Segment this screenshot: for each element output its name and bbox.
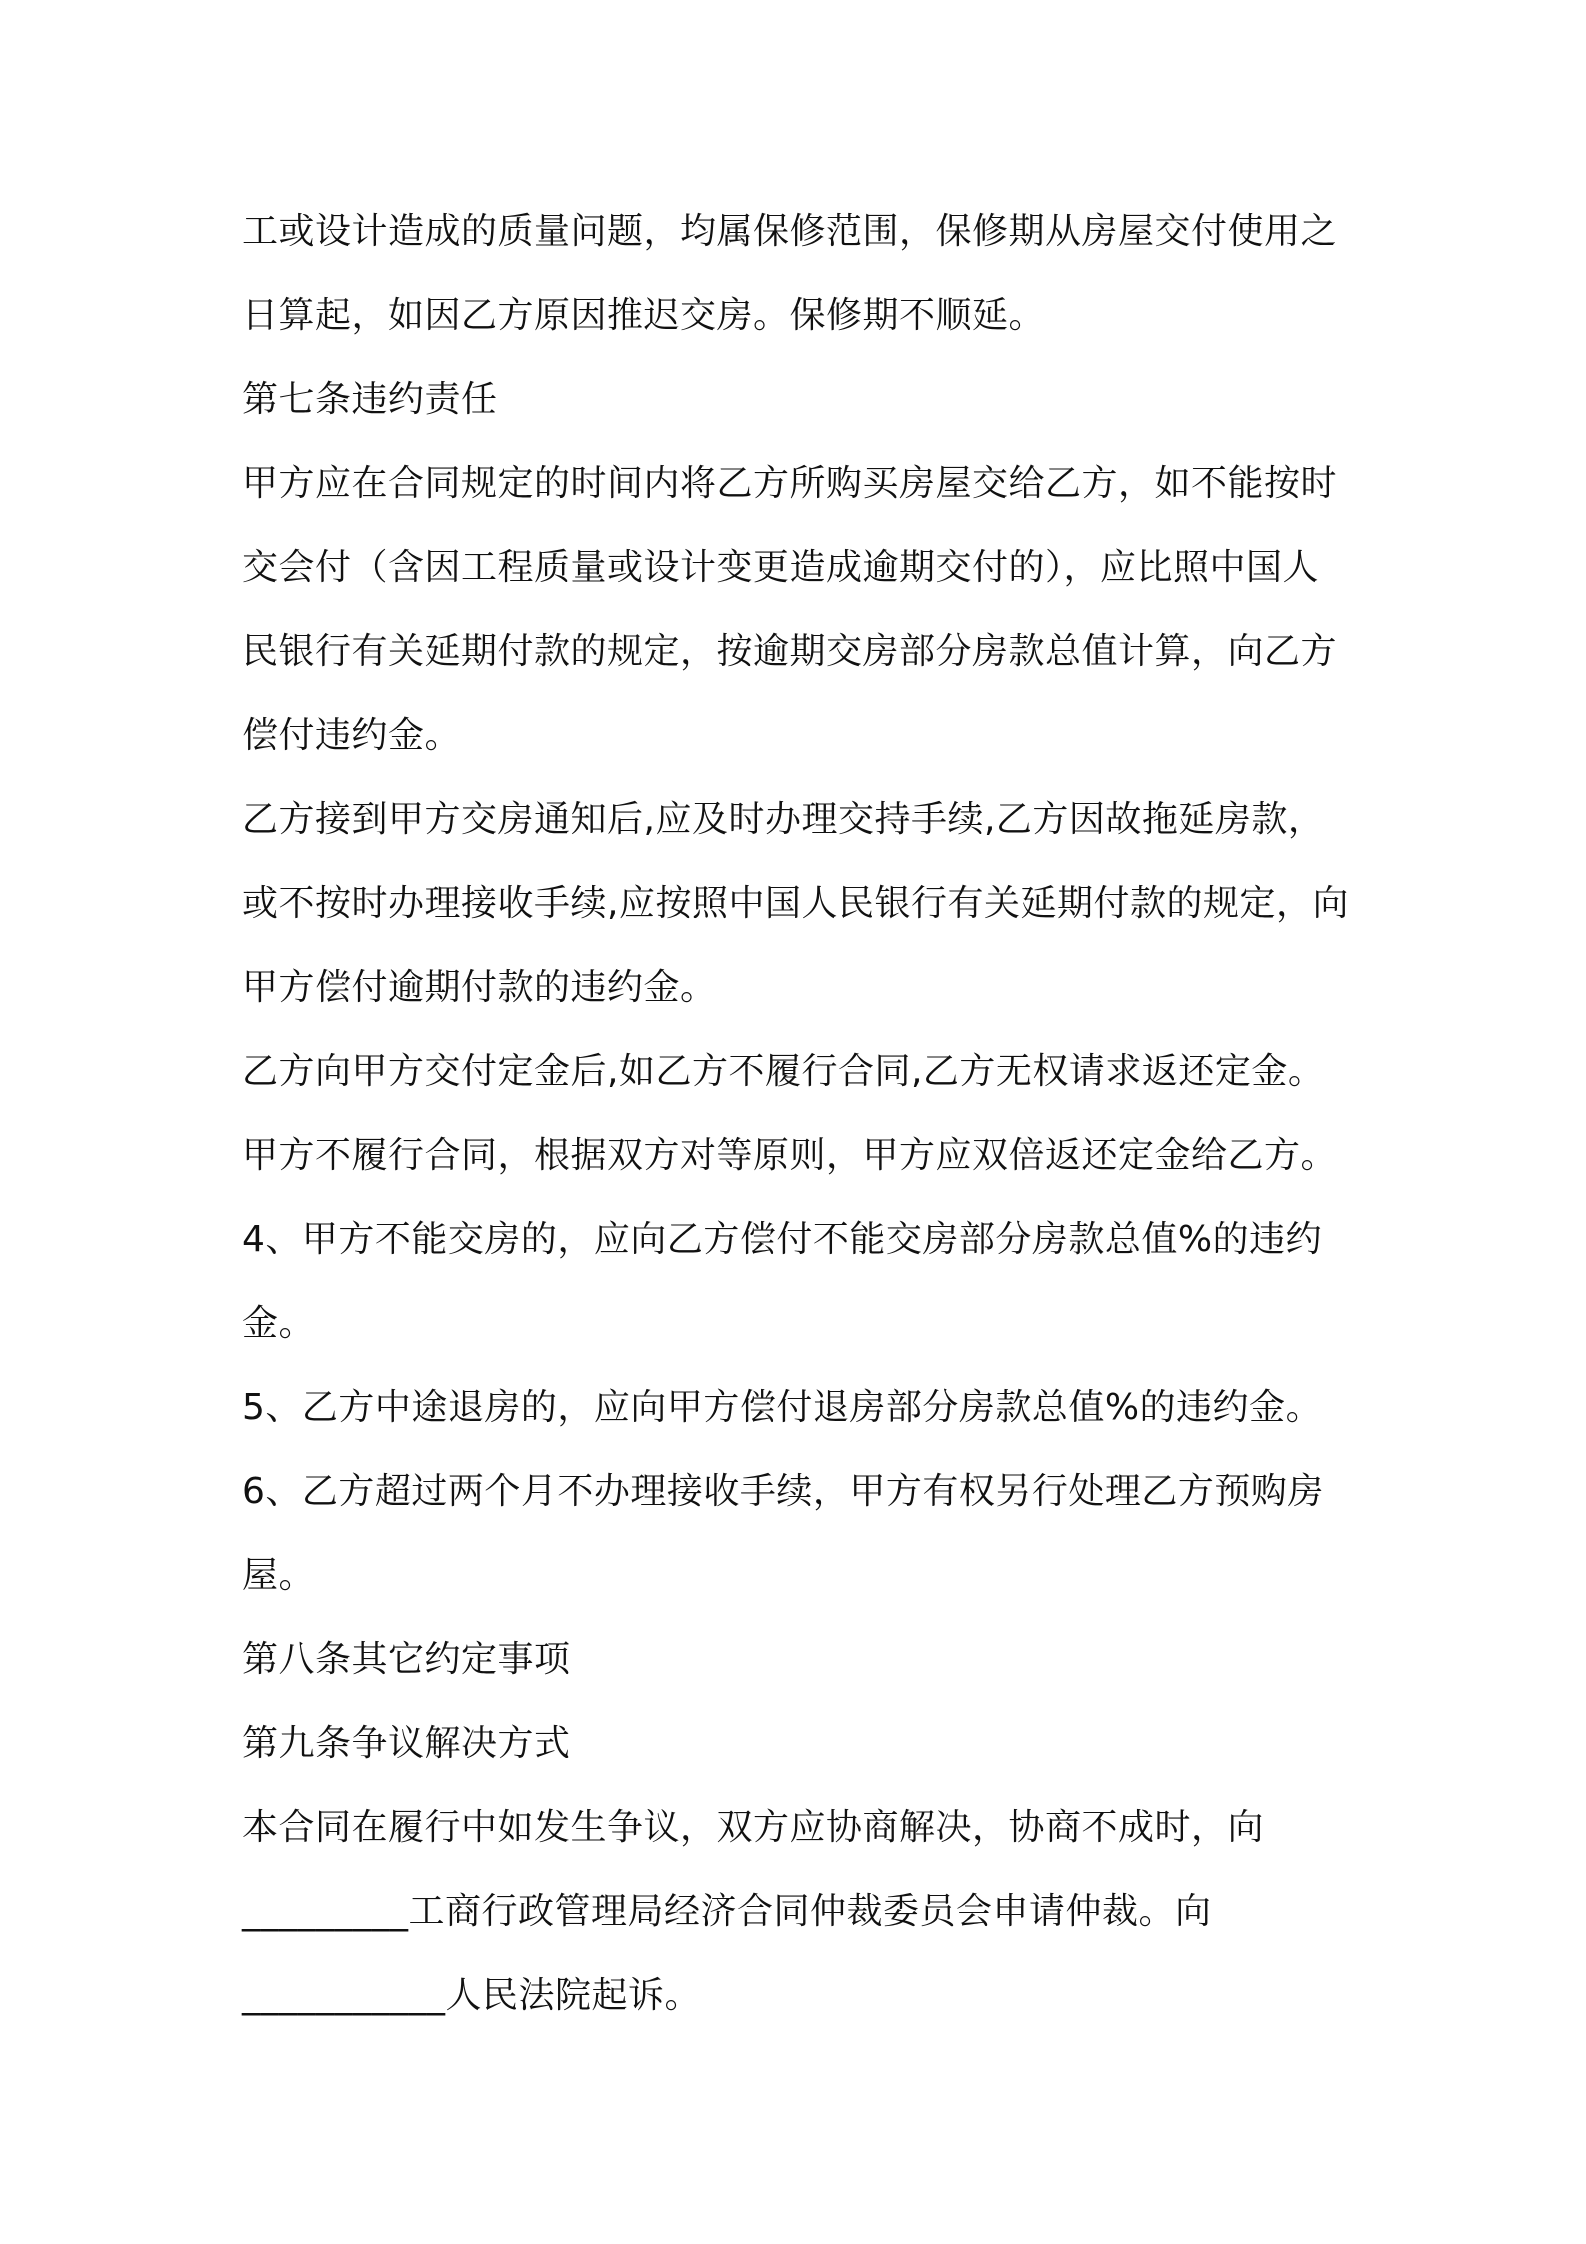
paragraph-court-line: ___________人民法院起诉。	[242, 1975, 702, 2016]
paragraph-buyer-late-acceptance: 乙方接到甲方交房通知后,应及时办理交持手续,乙方因故拖延房款，或不按时办理接收手续,应按照中国人民银行有关延期付款的规定，向甲方偿付逾期付款的违约金。	[242, 799, 1349, 1008]
paragraph-buyer-deposit-forfeit: 乙方向甲方交付定金后,如乙方不履行合同,乙方无权请求返还定金。	[242, 1051, 1325, 1092]
clause-four-no-delivery: 4、甲方不能交房的，应向乙方偿付不能交房部分房款总值%的违约金。	[242, 1219, 1323, 1344]
paragraph-arbitration-line: _________工商行政管理局经济合同仲裁委员会申请仲裁。向	[242, 1891, 1212, 1932]
clause-five-buyer-withdraw: 5、乙方中途退房的，应向甲方偿付退房部分房款总值%的违约金。	[242, 1387, 1323, 1428]
paragraph-dispute-resolution: 本合同在履行中如发生争议，双方应协商解决，协商不成时，向	[242, 1807, 1265, 1848]
heading-article-eight: 第八条其它约定事项	[242, 1639, 571, 1680]
heading-article-seven: 第七条违约责任	[242, 379, 498, 420]
heading-article-nine: 第九条争议解决方式	[242, 1723, 571, 1764]
document-body	[242, 190, 1352, 2038]
paragraph-seller-late-delivery: 甲方应在合同规定的时间内将乙方所购买房屋交给乙方，如不能按时交会付（含因工程质量或设计变更造成逾期交付的），应比照中国人民银行有关延期付款的规定，按逾期交房部分房款总值计算，向乙方偿付违约金。	[242, 463, 1338, 756]
clause-six-overdue-acceptance: 6、乙方超过两个月不办理接收手续，甲方有权另行处理乙方预购房屋。	[242, 1471, 1324, 1596]
paragraph-seller-double-deposit: 甲方不履行合同，根据双方对等原则，甲方应双倍返还定金给乙方。	[242, 1135, 1338, 1176]
paragraph-warranty-period: 工或设计造成的质量问题，均属保修范围，保修期从房屋交付使用之日算起，如因乙方原因推迟交房。保修期不顺延。	[242, 211, 1338, 336]
